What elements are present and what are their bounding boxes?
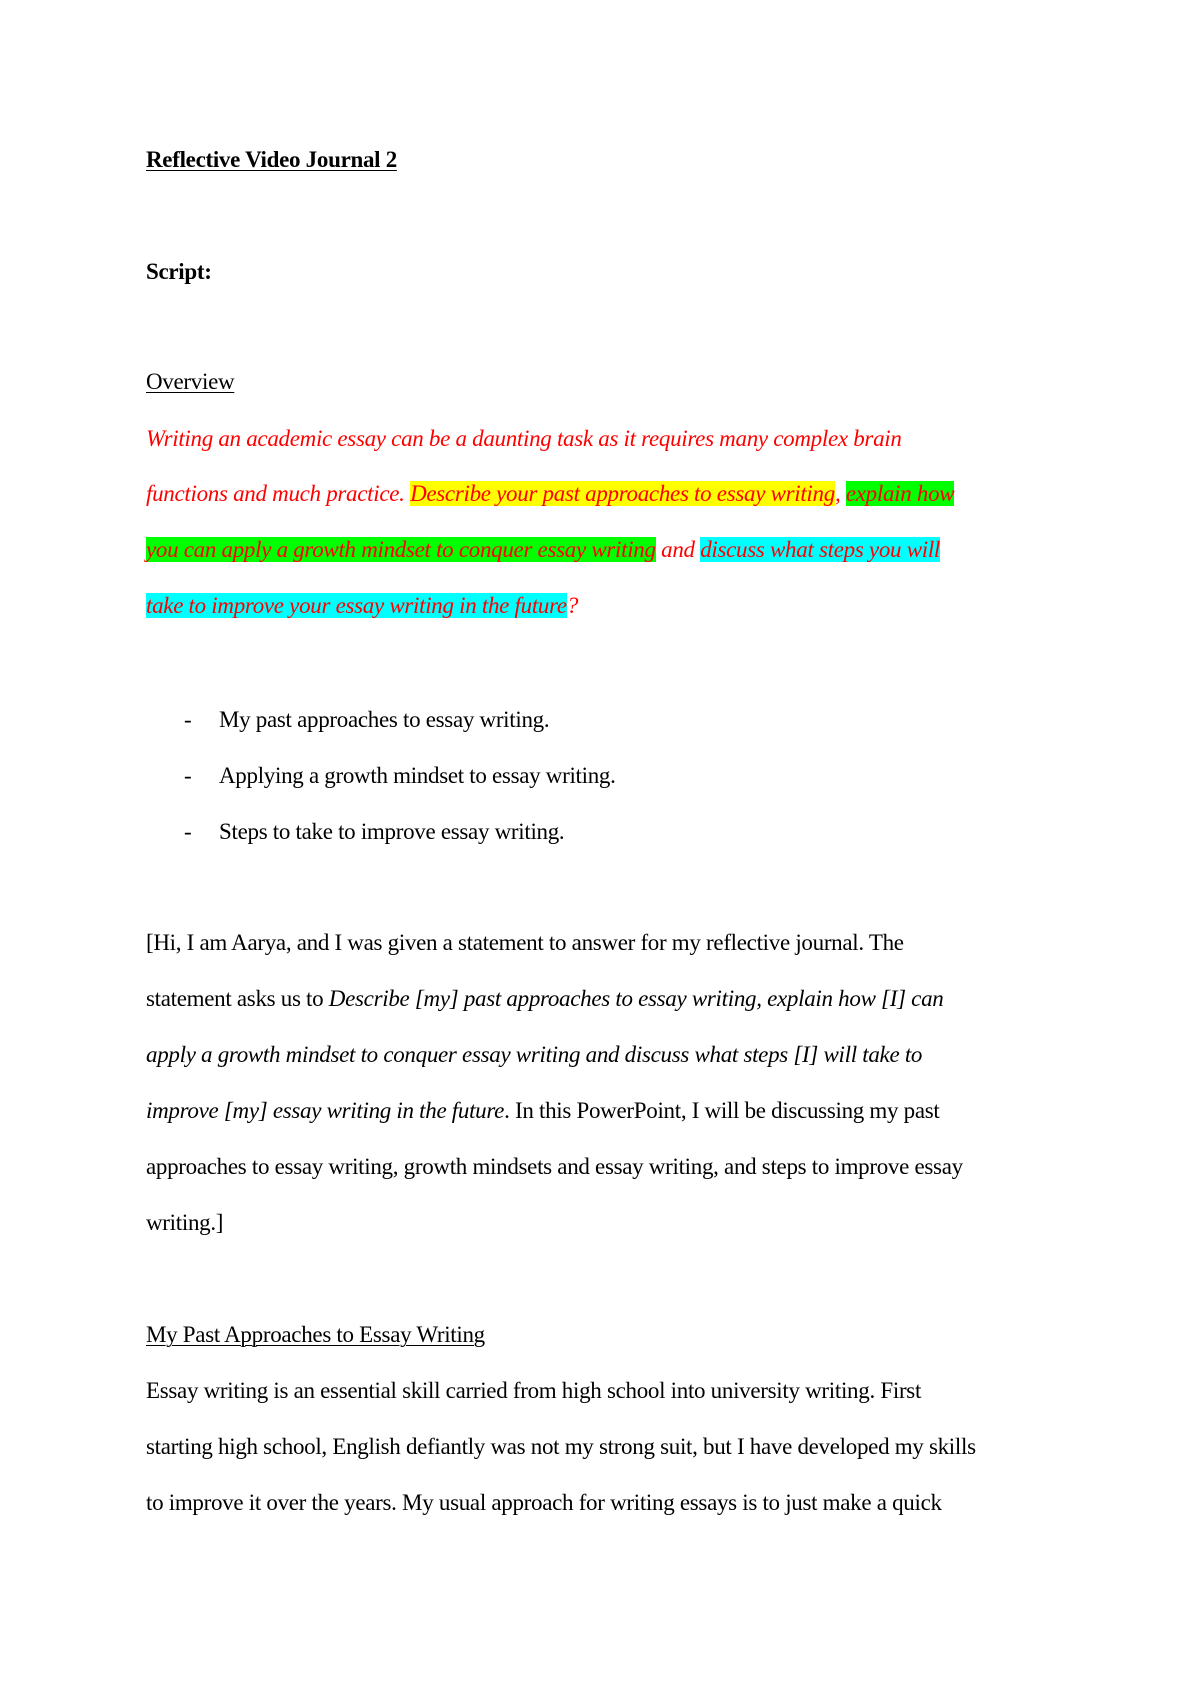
paragraph-text: [Hi, I am Aarya, and I was given a statement to answer for my reflective journal. The <box>146 930 904 955</box>
prompt-text: and <box>655 537 701 562</box>
quoted-statement: improve [my] essay writing in the future <box>146 1098 505 1123</box>
intro-line-4 <box>146 1096 940 1126</box>
paragraph-text: . In this PowerPoint, I will be discussing my past <box>504 1098 940 1123</box>
paragraph-text: writing.] <box>146 1210 224 1235</box>
bullet-item: Applying a growth mindset to essay writing. <box>219 763 616 788</box>
intro-line-1 <box>146 928 904 958</box>
intro-line-2 <box>146 984 943 1014</box>
highlight-discuss: discuss what steps you will <box>700 537 941 562</box>
document-title: Reflective Video Journal 2 <box>146 147 397 172</box>
prompt-text: ? <box>566 593 579 618</box>
intro-line-6 <box>146 1208 223 1238</box>
bullet-marker: - <box>184 763 192 788</box>
paragraph-line: Essay writing is an essential skill carried from high school into university writing. First <box>146 1378 922 1403</box>
paragraph-line: to improve it over the years. My usual approach for writing essays is to just make a quick <box>146 1490 942 1515</box>
prompt-text: , <box>834 481 846 506</box>
overview-heading: Overview <box>146 369 235 394</box>
prompt-line-1 <box>146 424 902 454</box>
highlight-describe: Describe your past approaches to essay writing <box>410 481 835 506</box>
bullet-item: My past approaches to essay writing. <box>219 707 550 732</box>
paragraph-line: starting high school, English defiantly was not my strong suit, but I have developed my skills <box>146 1434 976 1459</box>
bullet-marker: - <box>184 819 192 844</box>
prompt-line-4 <box>146 591 578 621</box>
script-label: Script: <box>146 259 212 284</box>
quoted-statement: apply a growth mindset to conquer essay writing and discuss what steps [I] will take to <box>146 1042 923 1067</box>
prompt-text: Writing an academic essay can be a daunting task as it requires many complex brain <box>146 426 902 451</box>
bullet-item: Steps to take to improve essay writing. <box>219 819 565 844</box>
prompt-text: functions and much practice. <box>146 481 411 506</box>
prompt-line-3 <box>146 535 940 565</box>
prompt-line-2 <box>146 479 954 509</box>
highlight-explain: you can apply a growth mindset to conquer essay writing <box>146 537 656 562</box>
intro-line-5 <box>146 1152 963 1182</box>
highlight-explain: explain how <box>845 481 955 506</box>
paragraph-text: approaches to essay writing, growth mindsets and essay writing, and steps to improve essay <box>146 1154 963 1179</box>
bullet-marker: - <box>184 707 192 732</box>
section-heading-past-approaches: My Past Approaches to Essay Writing <box>146 1322 485 1347</box>
intro-line-3 <box>146 1040 922 1070</box>
highlight-discuss: take to improve your essay writing in the future <box>146 593 567 618</box>
paragraph-text: statement asks us to <box>146 986 329 1011</box>
quoted-statement: Describe [my] past approaches to essay writing, explain how [I] can <box>328 986 944 1011</box>
